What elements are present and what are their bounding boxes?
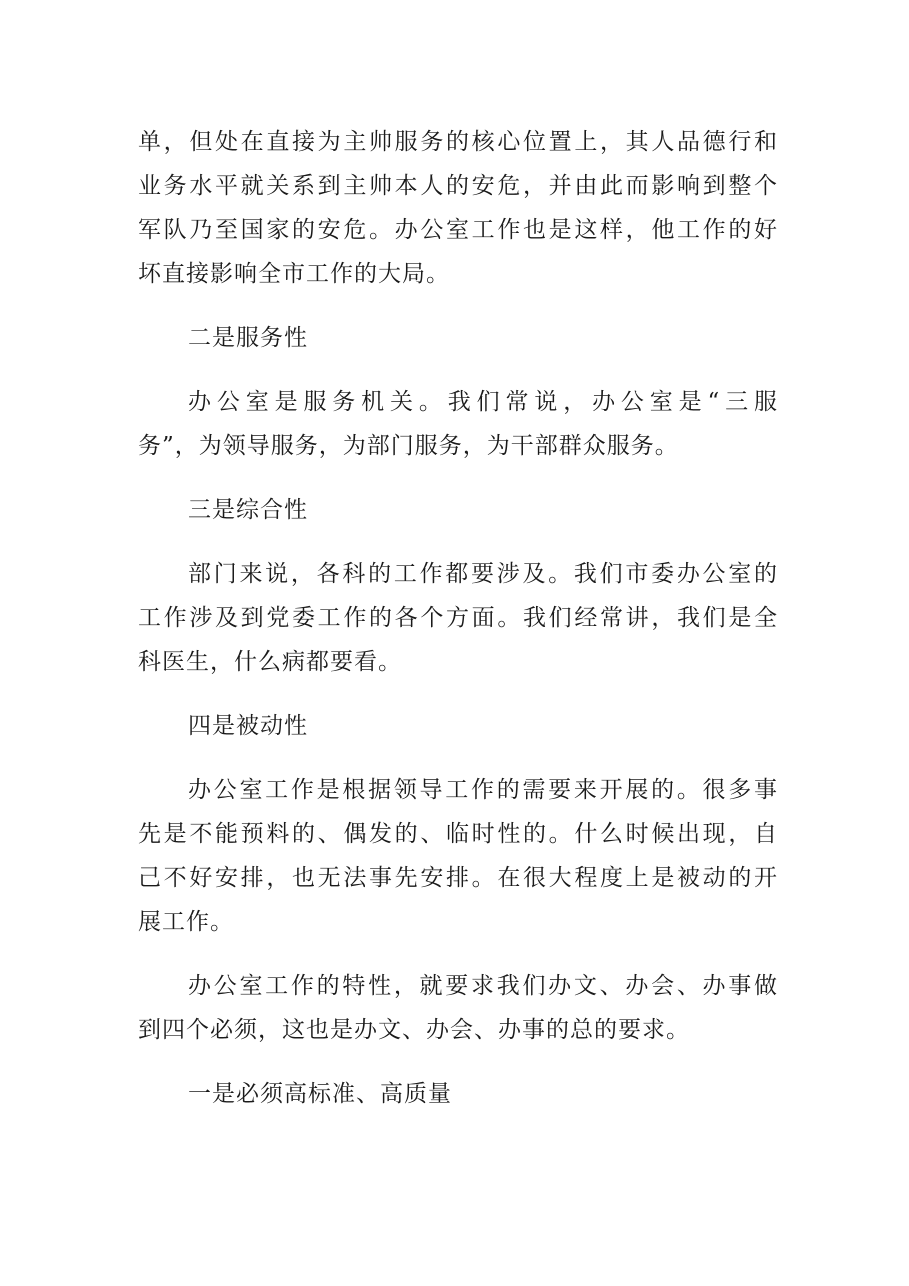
paragraph-line: 部门来说，各科的工作都要涉及。我们市委办公室的 — [188, 561, 778, 587]
paragraph-line: 到四个必须，这也是办文、办会、办事的总的要求。 — [138, 1017, 690, 1043]
body-paragraph — [138, 964, 778, 1052]
paragraph-line: 展工作。 — [138, 909, 234, 935]
body-paragraph — [138, 380, 778, 468]
paragraph-line: 工作涉及到党委工作的各个方面。我们经常讲，我们是全 — [138, 605, 778, 631]
paragraph-line: 科医生，什么病都要看。 — [138, 649, 402, 675]
paragraph-line: 单，但处在直接为主帅服务的核心位置上，其人品德行和 — [138, 129, 778, 155]
paragraph-line: 办公室是服务机关。我们常说，办公室是“三服 — [188, 389, 778, 415]
paragraph-line: 务”，为领导服务，为部门服务，为干部群众服务。 — [138, 433, 679, 459]
paragraph-line: 业务水平就关系到主帅本人的安危，并由此而影响到整个 — [138, 173, 778, 199]
paragraph-line: 办公室工作的特性，就要求我们办文、办会、办事做 — [188, 973, 778, 999]
section-heading: 二是服务性 — [188, 325, 308, 351]
paragraph-line: 先是不能预料的、偶发的、临时性的。什么时候出现，自 — [138, 821, 778, 847]
paragraph-line: 军队乃至国家的安危。办公室工作也是这样，他工作的好 — [138, 217, 778, 243]
section-heading: 三是综合性 — [188, 497, 308, 523]
paragraph-line: 办公室工作是根据领导工作的需要来开展的。很多事 — [188, 777, 778, 803]
section-heading: 四是被动性 — [188, 713, 308, 739]
body-paragraph — [138, 120, 778, 296]
body-paragraph — [138, 552, 778, 684]
paragraph-line: 己不好安排，也无法事先安排。在很大程度上是被动的开 — [138, 865, 778, 891]
document-body — [138, 120, 778, 1136]
body-paragraph — [138, 768, 778, 944]
section-heading: 一是必须高标准、高质量 — [188, 1081, 452, 1107]
paragraph-line: 坏直接影响全市工作的大局。 — [138, 261, 450, 287]
